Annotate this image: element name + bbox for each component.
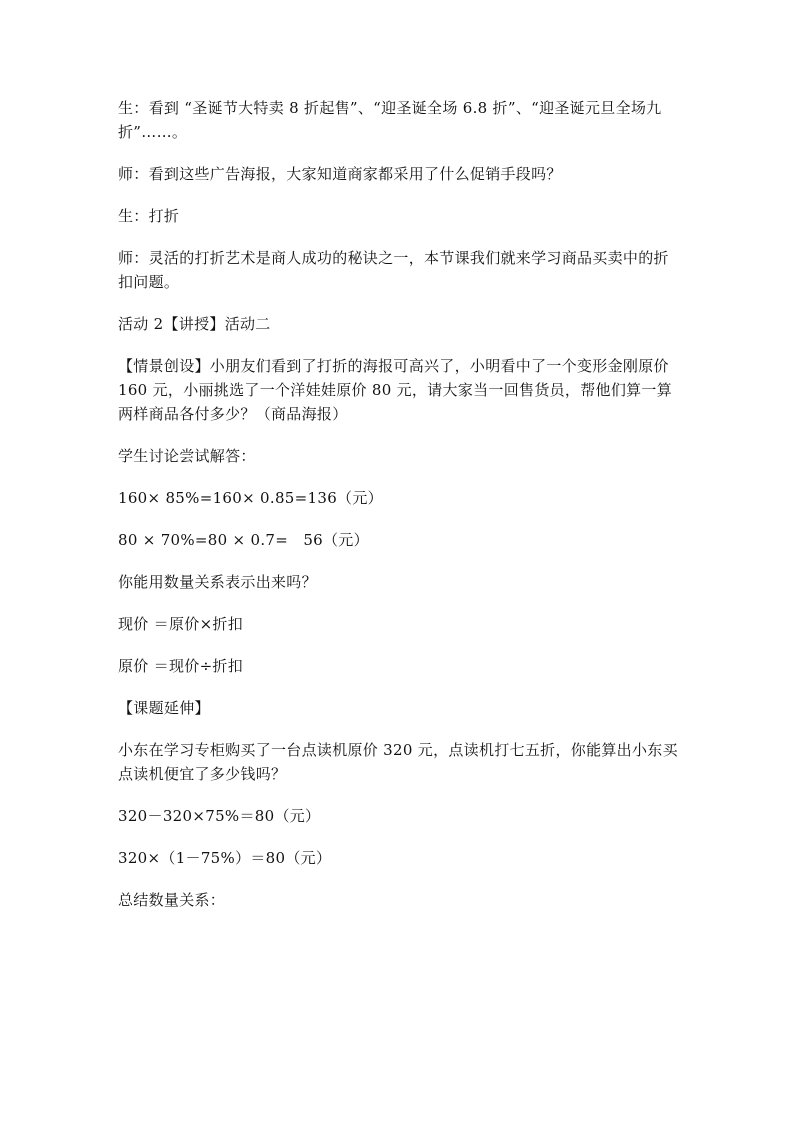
extension-solution-1: 320－320×75%＝80（元） (118, 807, 321, 825)
scenario-setup-paragraph: 【情景创设】小朋友们看到了打折的海报可高兴了，小明看中了一个变形金刚原价 160 元，小丽挑选了一个洋娃娃原价 80 元，请大家当一回售货员，帮他们算一算两样商品各付多少？（商品海报） (118, 357, 673, 423)
quantity-relation-question: 你能用数量关系表示出来吗？ (118, 573, 317, 591)
calculation-transformer: 160× 85%=160× 0.85=136（元） (118, 489, 383, 507)
teacher-question-promotion: 师：看到这些广告海报，大家知道商家都采用了什么促销手段吗？ (118, 165, 562, 183)
summary-relation-label: 总结数量关系： (118, 891, 226, 909)
student-discussion-label: 学生讨论尝试解答： (118, 447, 256, 465)
topic-extension-heading: 【课题延伸】 (118, 699, 210, 717)
document-page (118, 96, 678, 930)
student-answer-discount: 生：打折 (118, 207, 180, 225)
formula-original-price: 原价 ＝现价÷折扣 (118, 657, 244, 675)
extension-solution-2: 320×（1－75%）＝80（元） (118, 849, 332, 867)
calculation-doll: 80 × 70%=80 × 0.7= 56（元） (118, 531, 369, 549)
student-answer-poster-examples: 生：看到 “圣诞节大特卖 8 折起售”、“迎圣诞全场 6.8 折”、“迎圣诞元旦全场九折”……。 (118, 99, 662, 141)
teacher-intro-discount-problem: 师：灵活的打折艺术是商人成功的秘诀之一，本节课我们就来学习商品买卖中的折扣问题。 (118, 249, 669, 291)
formula-current-price: 现价 ＝原价×折扣 (118, 615, 244, 633)
extension-problem-paragraph: 小东在学习专柜购买了一台点读机原价 320 元，点读机打七五折，你能算出小东买点读机便宜了多少钱吗？ (118, 741, 678, 783)
activity-2-heading: 活动 2【讲授】活动二 (118, 315, 271, 333)
